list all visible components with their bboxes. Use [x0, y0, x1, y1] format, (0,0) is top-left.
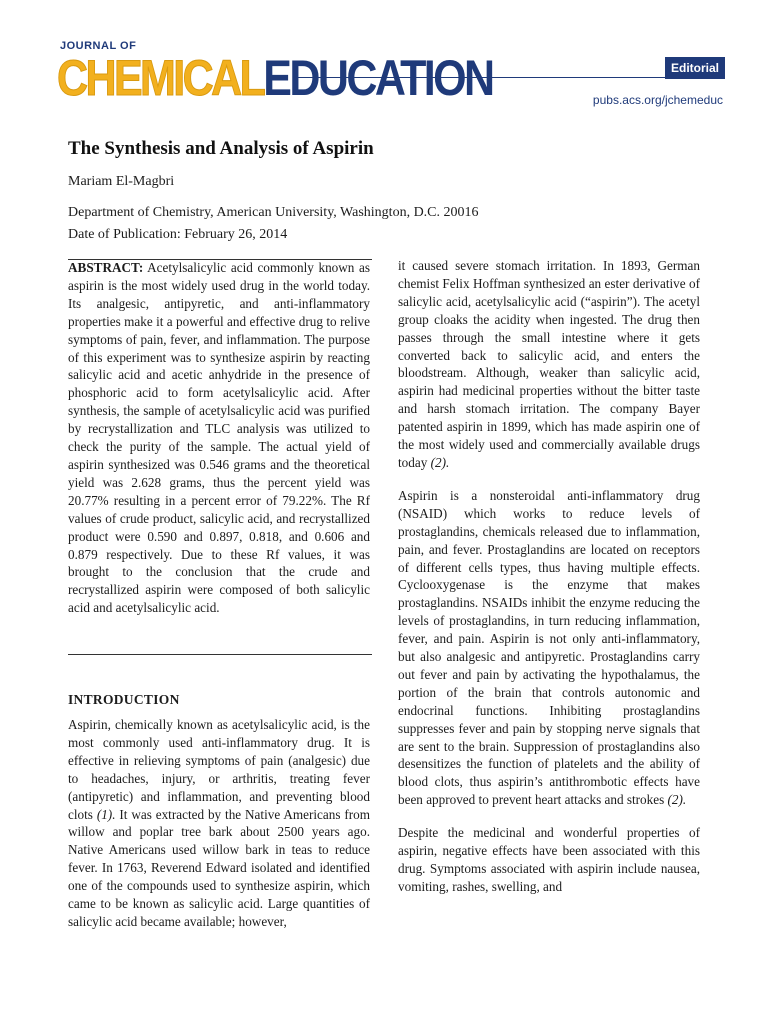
abstract-bottom-rule — [68, 654, 372, 655]
journal-logo-chemical: CHEMICAL — [57, 50, 264, 106]
abstract-label: ABSTRACT: — [68, 260, 144, 275]
right-paragraph-3: Despite the medicinal and wonderful properties of aspirin, negative effects have been associated with this drug. Symptoms associated with aspirin include nausea, vomiting, rashes, swelling, and — [398, 825, 700, 894]
right-paragraph-1 — [398, 257, 700, 472]
journal-logo — [57, 50, 493, 106]
citation-ref[interactable]: (2). — [430, 454, 450, 470]
article-title: The Synthesis and Analysis of Aspirin — [68, 138, 374, 159]
section-badge: Editorial — [665, 57, 725, 79]
citation-ref[interactable]: (2). — [667, 792, 687, 808]
abstract-block — [68, 259, 370, 617]
right-column — [398, 257, 700, 896]
journal-url-link[interactable]: pubs.acs.org/jchemeduc — [592, 93, 723, 107]
article-author: Mariam El-Magbri — [68, 174, 175, 189]
header-divider — [298, 77, 665, 78]
journal-small-title: JOURNAL OF — [60, 40, 137, 52]
author-affiliation: Department of Chemistry, American University, Washington, D.C. 20016 — [68, 205, 479, 220]
citation-ref[interactable]: (1). — [96, 806, 116, 822]
introduction-heading: INTRODUCTION — [68, 692, 180, 707]
right-paragraph-2 — [398, 487, 700, 809]
introduction-paragraph — [68, 716, 370, 931]
right-p1-text: it caused severe stomach irritation. In 1893, German chemist Felix Hoffman synthesized an ester derivative of salicylic acid, acetylsalicylic acid (“aspirin”). The acetyl group cloaks the acidity when ingested. The drug then passes through the small intestine where it gets converted back to salicylic acid, and enters the bloodstream. Although, weaker than salicylic acid, aspirin had medicinal properties without the bitter taste and harsh stomach irritation. The company Bayer patented aspirin in 1899, which has made aspirin one of the most widely used and commercially available drugs today — [398, 258, 700, 470]
intro-text-part-1: Aspirin, chemically known as acetylsalicylic acid, is the most commonly used anti-inflammatory drug. It is effective in relieving symptoms of pain (analgesic) due to headaches, injury, or arthritis, treating fever (antipyretic) and inflammation, and preventing blood clots — [68, 717, 370, 822]
right-p2-text: Aspirin is a nonsteroidal anti-inflammatory drug (NSAID) which works to reduce levels of prostaglandins, chemicals released due to inflammation, pain, and fever. Prostaglandins are located on receptors of different cells types, thus having multiple effects. Cyclooxygenase is the enzyme that makes prostaglandins. NSAIDs inhibit the enzyme reducing the levels of prostaglandins, in turn reducing inflammation, fever, and pain. Aspirin is not only anti-inflammatory, but also analgesic and antipyretic. Prostaglandins carry out fever and pain by activating the hypothalamus, the portion of the brain that controls autonomic and endocrinal functions. Inhibiting prostaglandins suppresses fever and pain by stopping nerve signals that are sent to the brain. Suppression of prostaglandins also desensitizes the function of platelets and the ability of blood clots, thus aspirin’s antithrombotic effects have been approved to prevent heart attacks and strokes — [398, 487, 700, 808]
journal-logo-education: EDUCATION — [263, 50, 493, 106]
publication-date: Date of Publication: February 26, 2014 — [68, 227, 288, 242]
intro-text-part-2: It was extracted by the Native Americans from willow and poplar tree bark about 2500 years ago. Native Americans used willow bark in teas to reduce fever. In 1763, Reverend Edward isolated and identified one of the compounds used to synthesize aspirin, which came to be known as salicylic acid. Large quantities of salicylic acid became available; however, — [68, 806, 370, 929]
abstract-text: Acetylsalicylic acid commonly known as aspirin is the most widely used drug in the world today. Its analgesic, antipyretic, and anti-inflammatory properties make it a powerful and effective drug to relive symptoms of pain, fever, and inflammation. The purpose of this experiment was to synthesize aspirin by reacting salicylic acid and acetic anhydride in the presence of phosphoric acid to form acetylsalicylic acid. After synthesis, the sample of acetylsalicylic acid was purified by recrystallization and TLC analysis was utilized to check the purity of the sample. The actual yield of aspirin synthesized was 0.546 grams and the theoretical yield was 2.628 grams, thus the percent yield was 20.77% resulting in a percent error of 79.22%. The Rf values of crude product, salicylic acid, and recrystallized product were 0.590 and 0.897, 0.818, and 0.606 and 0.879 respectively. Due to these Rf values, it was brought to the conclusion that the crude and recrystallized aspirin were composed of both salicylic acid and acetylsalicylic acid. — [68, 260, 370, 616]
